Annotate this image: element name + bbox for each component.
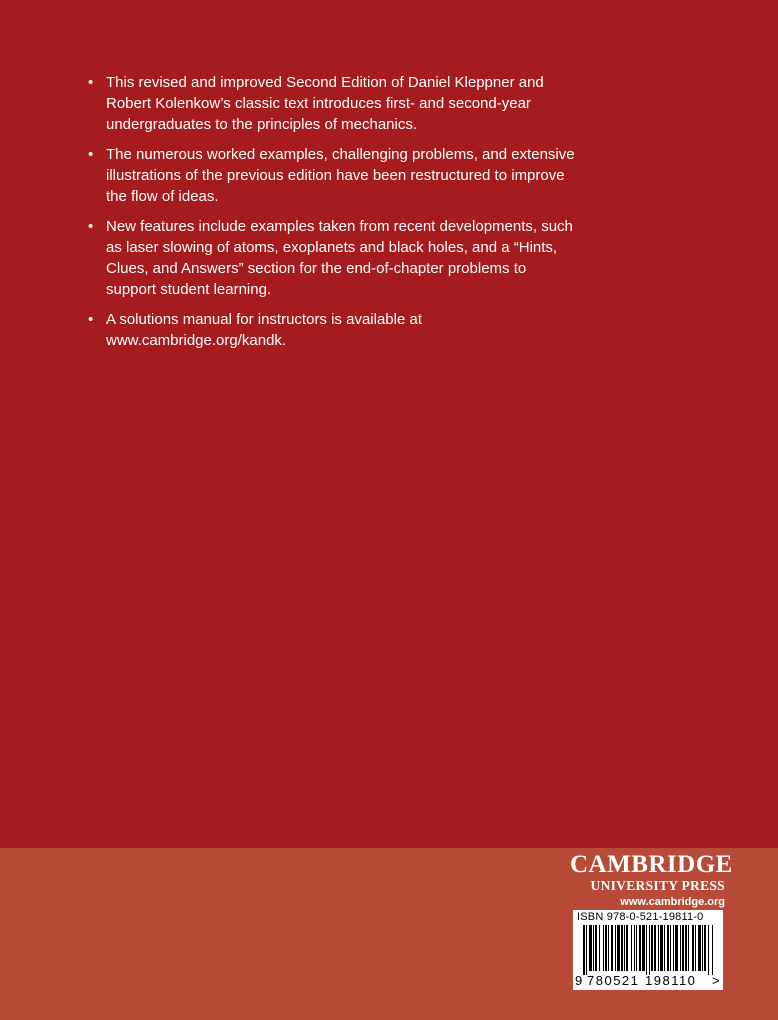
bullet-icon: • — [88, 146, 94, 163]
blurb-bullet-list — [88, 72, 578, 360]
barcode-bar — [586, 925, 587, 975]
barcode-bar — [611, 925, 613, 971]
barcode-bar — [631, 925, 632, 971]
barcode-bar — [712, 925, 713, 975]
barcode-bar — [654, 925, 656, 971]
barcode-bar — [639, 925, 641, 971]
publisher-logo — [570, 851, 733, 910]
bullet-icon: • — [88, 311, 94, 328]
barcode-bar — [675, 925, 678, 971]
barcode-bar — [617, 925, 620, 971]
blurb-text: The numerous worked examples, challenging problems, and extensive illustrations of the previous edition have been restructured to improve the flow of ideas. — [106, 146, 575, 205]
barcode-arrow: > — [712, 973, 720, 988]
barcode-bar — [634, 925, 635, 971]
barcode-bar — [708, 925, 709, 975]
isbn-barcode — [573, 910, 723, 990]
barcode-bar — [649, 925, 650, 975]
barcode-bar — [651, 925, 653, 971]
bullet-icon: • — [88, 218, 94, 235]
publisher-subtitle: UNIVERSITY PRESS — [590, 878, 725, 893]
barcode-bar — [692, 925, 694, 971]
barcode-bar — [702, 925, 703, 971]
blurb-text: New features include examples taken from recent developments, such as laser slowing of atoms, exoplanets and black holes, and a “Hints, Clues, and Answers” section for the end-of-chapter problems to support student learning. — [106, 218, 573, 298]
barcode-bar — [608, 925, 609, 971]
barcode-digit-group-left: 780521 — [587, 973, 640, 988]
blurb-bullet — [88, 309, 578, 351]
bullet-icon: • — [88, 74, 94, 91]
barcode-bar — [685, 925, 687, 971]
isbn-label: ISBN 978-0-521-19811-0 — [577, 911, 704, 923]
barcode-bar — [624, 925, 625, 971]
barcode-bar — [673, 925, 674, 971]
barcode-bar — [658, 925, 659, 971]
barcode-bars — [579, 925, 717, 975]
barcode-bar — [660, 925, 663, 971]
barcode-bar — [667, 925, 669, 971]
barcode-bar — [642, 925, 645, 971]
barcode-bar — [670, 925, 671, 971]
barcode-bar — [589, 925, 592, 971]
blurb-text: This revised and improved Second Edition of Daniel Kleppner and Robert Kolenkow’s classic text introduces first- and second-year undergraduates to the principles of mechanics. — [106, 74, 544, 133]
barcode-bar — [583, 925, 585, 975]
barcode-bar — [615, 925, 616, 971]
blurb-bullet — [88, 72, 578, 135]
blurb-bullet — [88, 216, 578, 300]
barcode-bar — [680, 925, 681, 971]
barcode-bar — [704, 925, 706, 971]
barcode-bar — [698, 925, 701, 971]
barcode-bar — [626, 925, 628, 971]
barcode-bar — [636, 925, 637, 971]
barcode-first-digit: 9 — [575, 973, 583, 988]
barcode-bar — [664, 925, 665, 971]
barcode-bar — [695, 925, 696, 971]
blurb-bullet — [88, 144, 578, 207]
barcode-bar — [688, 925, 689, 971]
blurb-text: A solutions manual for instructors is available at www.cambridge.org/kandk. — [106, 311, 422, 349]
barcode-bar — [595, 925, 597, 971]
barcode-digit-group-right: 198110 — [645, 973, 697, 988]
barcode-bar — [621, 925, 623, 971]
publisher-url: www.cambridge.org — [620, 896, 725, 908]
barcode-bar — [603, 925, 604, 971]
barcode-bar — [599, 925, 600, 971]
barcode-bar — [593, 925, 594, 971]
barcode-bar — [682, 925, 684, 971]
barcode-bar — [605, 925, 607, 971]
barcode-bar — [646, 925, 647, 975]
publisher-name: CAMBRIDGE — [570, 851, 733, 878]
